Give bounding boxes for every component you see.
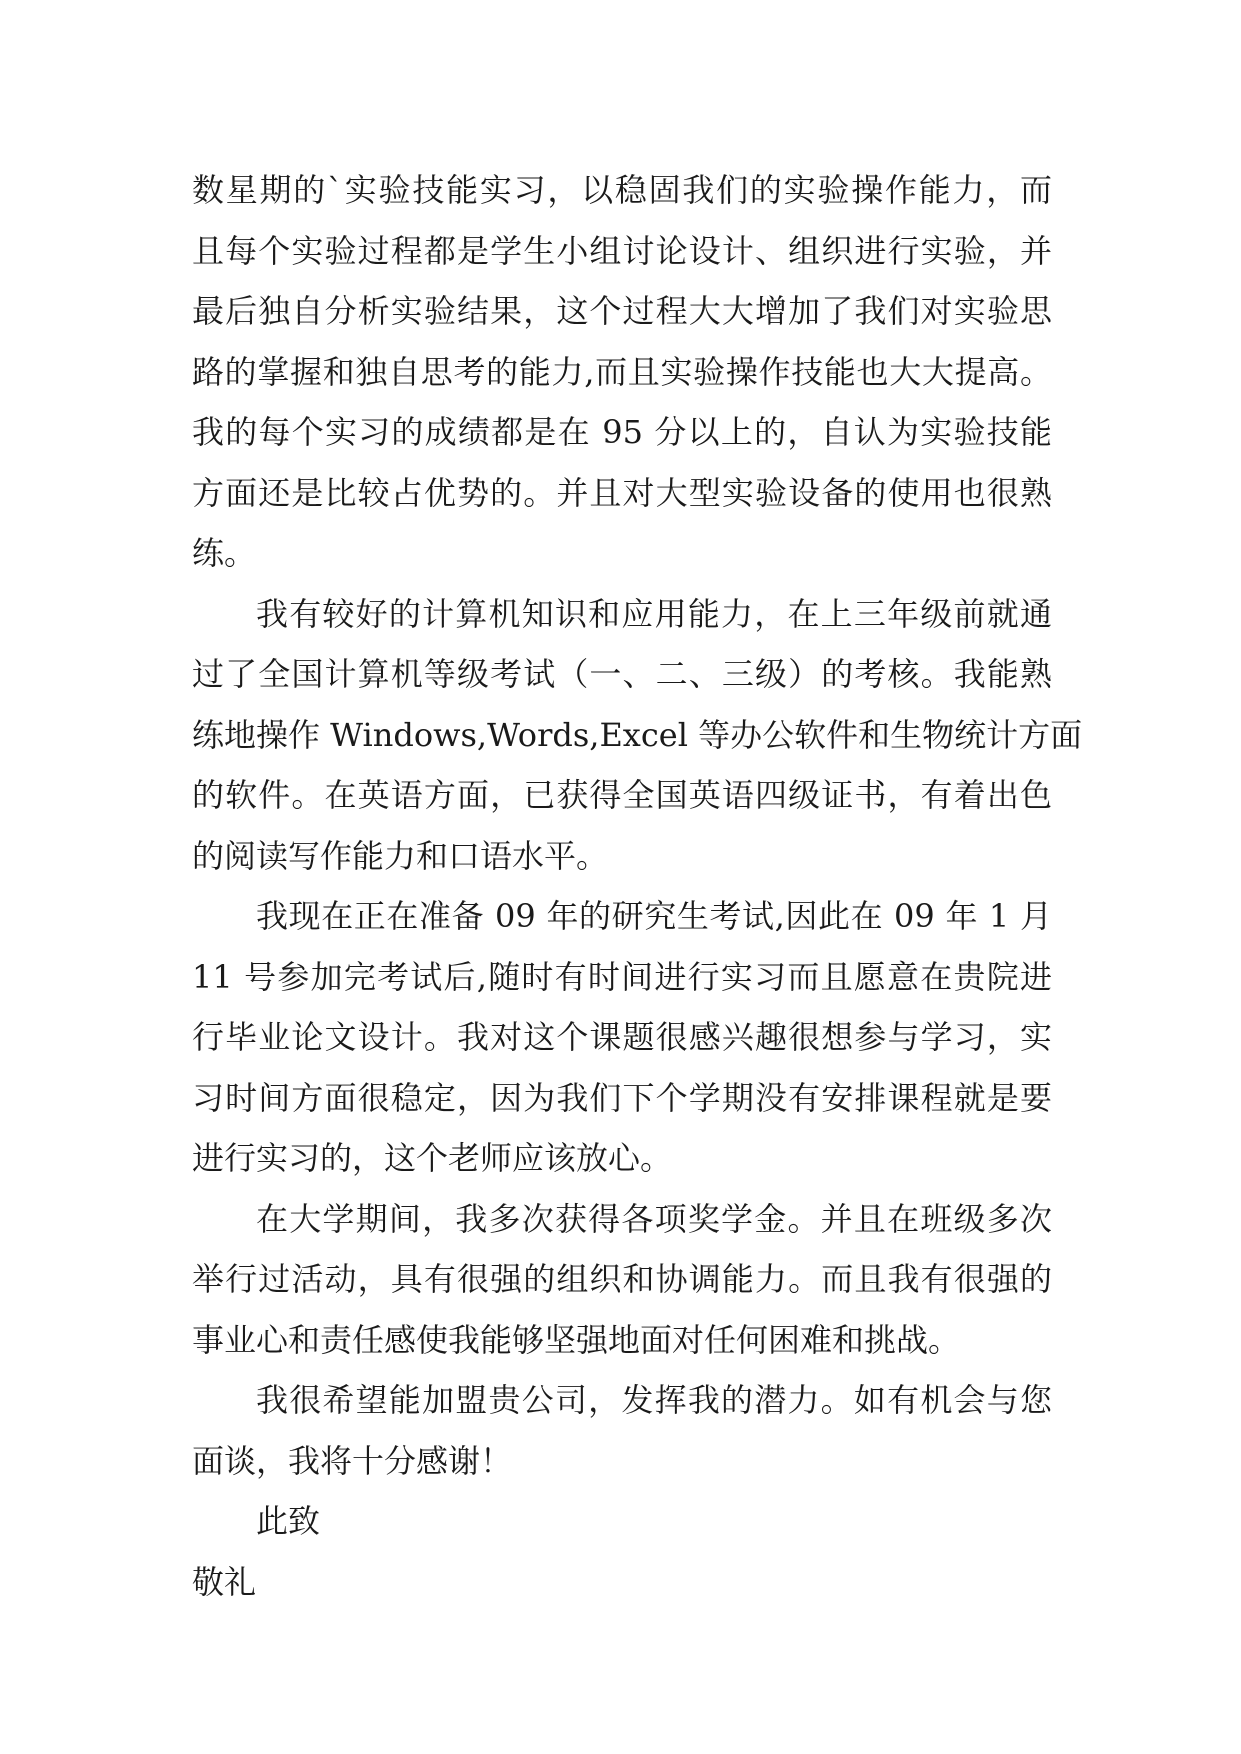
text-line: 我的每个实习的成绩都是在 95 分以上的，自认为实验技能 [192,413,1052,451]
text-line: 且每个实验过程都是学生小组讨论设计、组织进行实验，并 [192,231,1052,270]
text-line: 11 号参加完考试后,随时有时间进行实习而且愿意在贵院进 [192,957,1052,996]
closing-salutation: 此致 [256,1502,321,1540]
text-line: 最后独自分析实验结果，这个过程大大增加了我们对实验思 [192,292,1052,330]
text-line: 进行实习的，这个老师应该放心。 [192,1139,673,1177]
text-line: 行毕业论文设计。我对这个课题很感兴趣很想参与学习，实 [192,1018,1052,1056]
paragraph-first-line: 在大学期间，我多次获得各项奖学金。并且在班级多次 [256,1199,1052,1238]
paragraph-first-line: 我很希望能加盟贵公司，发挥我的潜力。如有机会与您 [256,1381,1052,1419]
paragraph-first-line: 我有较好的计算机知识和应用能力，在上三年级前就通 [256,594,1052,633]
text-line: 习时间方面很稳定，因为我们下个学期没有安排课程就是要 [192,1078,1052,1117]
text-line: 事业心和责任感使我能够坚强地面对任何困难和挑战。 [192,1320,961,1359]
text-line: 的阅读写作能力和口语水平。 [192,836,609,875]
text-line: 方面还是比较占优势的。并且对大型实验设备的使用也很熟 [192,473,1052,512]
document-page [192,160,1083,1612]
text-line: 面谈，我将十分感谢！ [192,1441,513,1480]
text-line: 练地操作 Windows,Words,Excel 等办公软件和生物统计方面 [192,715,1083,754]
text-line: 的软件。在英语方面，已获得全国英语四级证书，有着出色 [192,776,1052,814]
text-line: 举行过活动，具有很强的组织和协调能力。而且我有很强的 [192,1260,1052,1298]
text-line: 练。 [192,534,257,572]
text-line: 过了全国计算机等级考试（一、二、三级）的考核。我能熟 [192,655,1052,693]
closing-regards: 敬礼 [192,1562,257,1601]
text-line: 数星期的`实验技能实习，以稳固我们的实验操作能力，而 [192,171,1052,209]
paragraph-first-line: 我现在正在准备 09 年的研究生考试,因此在 09 年 1 月 [256,897,1052,935]
text-line: 路的掌握和独自思考的能力,而且实验操作技能也大大提高。 [192,352,1052,391]
